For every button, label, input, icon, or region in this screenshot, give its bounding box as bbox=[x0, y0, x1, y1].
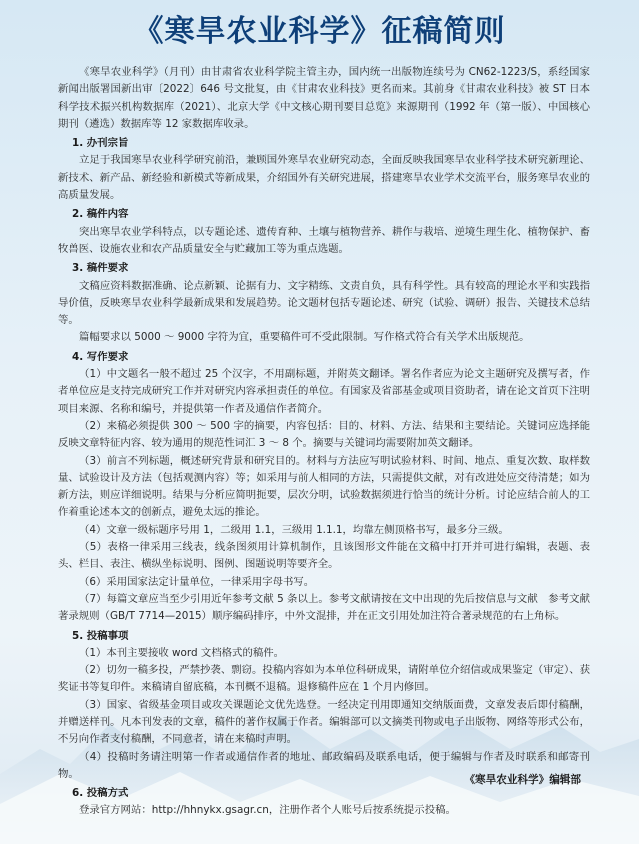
section-paragraph: 突出寒旱农业学科特点，以专题论述、遗传育种、土壤与植物营养、耕作与栽培、逆境生理生化、植物保护、畜牧兽医、设施农业和农产品质量安全与贮藏加工等为重点选题。 bbox=[58, 225, 590, 255]
article-body bbox=[58, 64, 590, 820]
section-paragraph: （3）国家、省级基金项目或攻关课题论文优先选登。一经决定刊用即通知交纳版面费，文章发表后即付稿酬，并赠送样刊。凡本刊发表的文章，稿件的著作权属于作者。编辑部可以文摘类刊物或电子出版物、网络等形式公布，不另向作者支付稿酬，不同意者，请在来稿时声明。 bbox=[58, 698, 590, 746]
section-paragraph: （1）中文题名一般不超过 25 个汉字，不用副标题，并附英文翻译。署名作者应为论文主题研究及撰写者，作者单位应是支持完成研究工作并对研究内容承担责任的单位。有国家及省部基金或项目资助者，请在论文首页下注明项目来源、名称和编号，并提供第一作者及通信作者简介。 bbox=[58, 368, 590, 415]
section-paragraph: （7）每篇文章应当至少引用近年参考文献 5 条以上。参考文献请按在文中出现的先后按信息与文献 参考文献著录规则（GB/T 7714—2015）顺序编码排序，中外文混排，并在正文引用处加注符合著录规范的右上角标。 bbox=[58, 592, 590, 623]
section-paragraph: 立足于我国寒旱农业科学研究前沿，兼顾国外寒旱农业研究动态，全面反映我国寒旱农业科学技术研究新理论、新技术、新产品、新经验和新模式等新成果，介绍国外有关研究进展，搭建寒旱农业学术交流平台，服务寒旱农业的高质量发展。 bbox=[58, 154, 590, 202]
section-paragraph: （2）来稿必须提供 300 ～ 500 字的摘要，内容包括：目的、材料、方法、结果和主要结论。关键词应选择能反映文章特征内容、较为通用的规范性词汇 3 ～ 8 个。摘要与关键词均需要附加英文翻译。 bbox=[58, 419, 590, 450]
section-heading: 5. 投稿事项 bbox=[72, 629, 129, 642]
page-title: 《寒旱农业科学》征稿简则 bbox=[133, 14, 506, 49]
section-paragraph: （5）表格一律采用三线表，线条图须用计算机制作，且该图形文件能在文稿中打开并可进行编辑，表题、表头、栏目、表注、横纵坐标说明、图例、图题说明等要齐全。 bbox=[58, 541, 590, 571]
section-paragraph: （4）文章一级标题序号用 1，二级用 1.1，三级用 1.1.1，均靠左侧顶格书写，最多分三级。 bbox=[79, 523, 509, 536]
section-paragraph: （2）切勿一稿多投，严禁抄袭、剽窃。投稿内容如为本单位科研成果，请附单位介绍信或成果鉴定（审定）、获奖证书等复印件。来稿请自留底稿，本刊概不退稿。退修稿件应在 1 个月内修回。 bbox=[58, 664, 590, 694]
section-heading: 3. 稿件要求 bbox=[72, 262, 129, 275]
section-heading: 4. 写作要求 bbox=[72, 350, 129, 363]
section-paragraph: 篇幅要求以 5000 ～ 9000 字符为宜，重要稿件可不受此限制。写作格式符合有关学术出版规范。 bbox=[79, 331, 530, 344]
section-paragraph: （6）采用国家法定计量单位，一律采用字母书写。 bbox=[79, 575, 315, 588]
submission-website-paragraph: 登录官方网站：http://hhnykx.gsagr.cn，注册作者个人账号后按系统提示投稿。 bbox=[79, 804, 456, 817]
section-heading: 6. 投稿方式 bbox=[72, 787, 129, 800]
section-paragraph: （3）前言不列标题，概述研究背景和研究目的。材料与方法应写明试验材料、时间、地点、重复次数、取样数量、试验设计及方法（包括观测内容）等；如采用与前人相同的方法，只需提供文献，对有改进处应交待清楚；如为新方法，则应详细说明。结果与分析应简明扼要，层次分明，试验数据须进行恰当的统计分析。讨论应结合前人的工作着重论述本文的创新点，避免太远的推论。 bbox=[58, 454, 590, 519]
section-paragraph: （1）本刊主要接收 word 文档格式的稿件。 bbox=[79, 646, 285, 659]
intro-paragraph: 《寒旱农业科学》（月刊）由甘肃省农业科学院主管主办，国内统一出版物连续号为 CN62-1223/S，系经国家新闻出版署国新出审〔2022〕646 号文批复，由《甘肃农业科技》更名而来。其前身《甘肃农业科技》被 ST 日本科学技术振兴机构数据库（2021）、北京大学《中文核心期刊要目总览》来源期刊（1992 年（第一版）、中国核心期刊（遴选）数据库等 12 家数据库收录。 bbox=[58, 66, 590, 130]
editorial-office-signature: 《寒旱农业科学》编辑部 bbox=[464, 774, 581, 786]
section-paragraph: （4）投稿时务请注明第一作者或通信作者的地址、邮政编码及联系电话，便于编辑与作者及时联系和邮寄刊物。 bbox=[58, 750, 590, 780]
section-heading: 2. 稿件内容 bbox=[72, 208, 129, 221]
section-heading: 1. 办刊宗旨 bbox=[72, 137, 129, 150]
section-paragraph: 文稿应资料数据准确、论点新颖、论据有力、文字精练、文责自负，具有科学性。具有较高的理论水平和实践指导价值，反映寒旱农业科学最新成果和发展趋势。论文题材包括专题论述、研究（试验、调研）报告、关键技术总结等。 bbox=[58, 279, 590, 327]
